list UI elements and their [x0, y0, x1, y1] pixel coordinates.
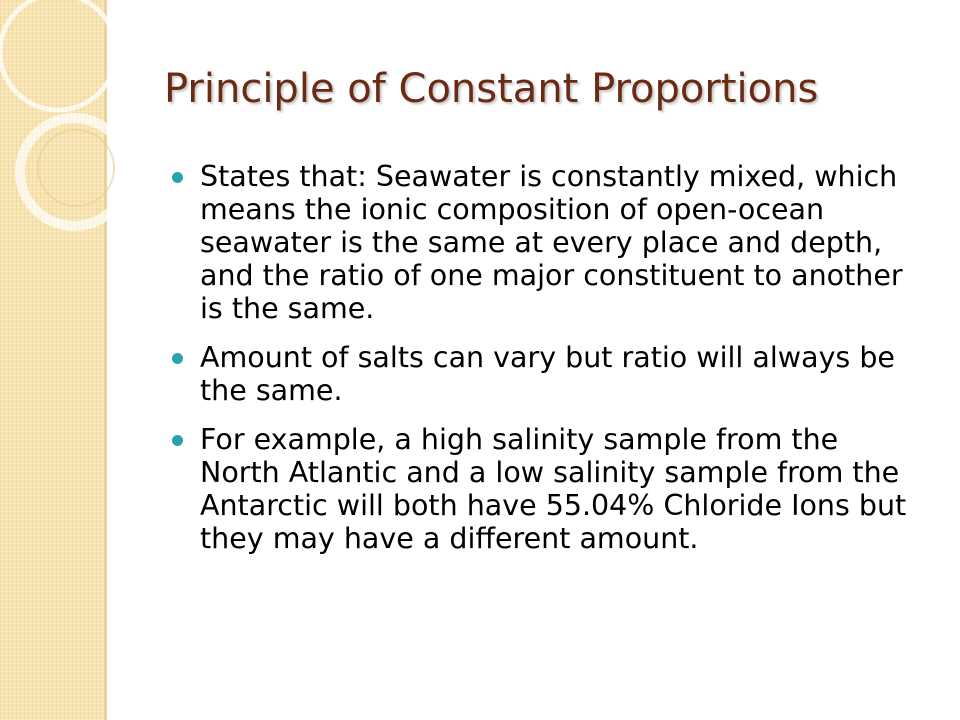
ring-outer-top [0, 0, 116, 110]
bullet-item [172, 160, 922, 325]
bullet-list [172, 160, 922, 571]
bullet-item [172, 341, 922, 407]
slide-title: Principle of Constant Proportions [164, 66, 819, 112]
ring-inner [38, 130, 114, 206]
bullet-dot-icon [172, 435, 183, 446]
bullet-text: For example, a high salinity sample from the North Atlantic and a low salinity sample from the Antarctic will both have 55.04% Chloride Ions but they may have a different amount. [200, 423, 907, 555]
bullet-dot-icon [172, 172, 183, 183]
bullet-text: Amount of salts can vary but ratio will always be the same. [200, 341, 895, 407]
bullet-text: States that: Seawater is constantly mixed, which means the ionic composition of open-ocean seawater is the same at every place and depth, and the ratio of one major constituent to another is the same. [200, 160, 903, 325]
bullet-item [172, 423, 922, 555]
decorative-rings-icon [0, 0, 130, 260]
bullet-dot-icon [172, 353, 183, 364]
ring-middle [20, 118, 128, 226]
